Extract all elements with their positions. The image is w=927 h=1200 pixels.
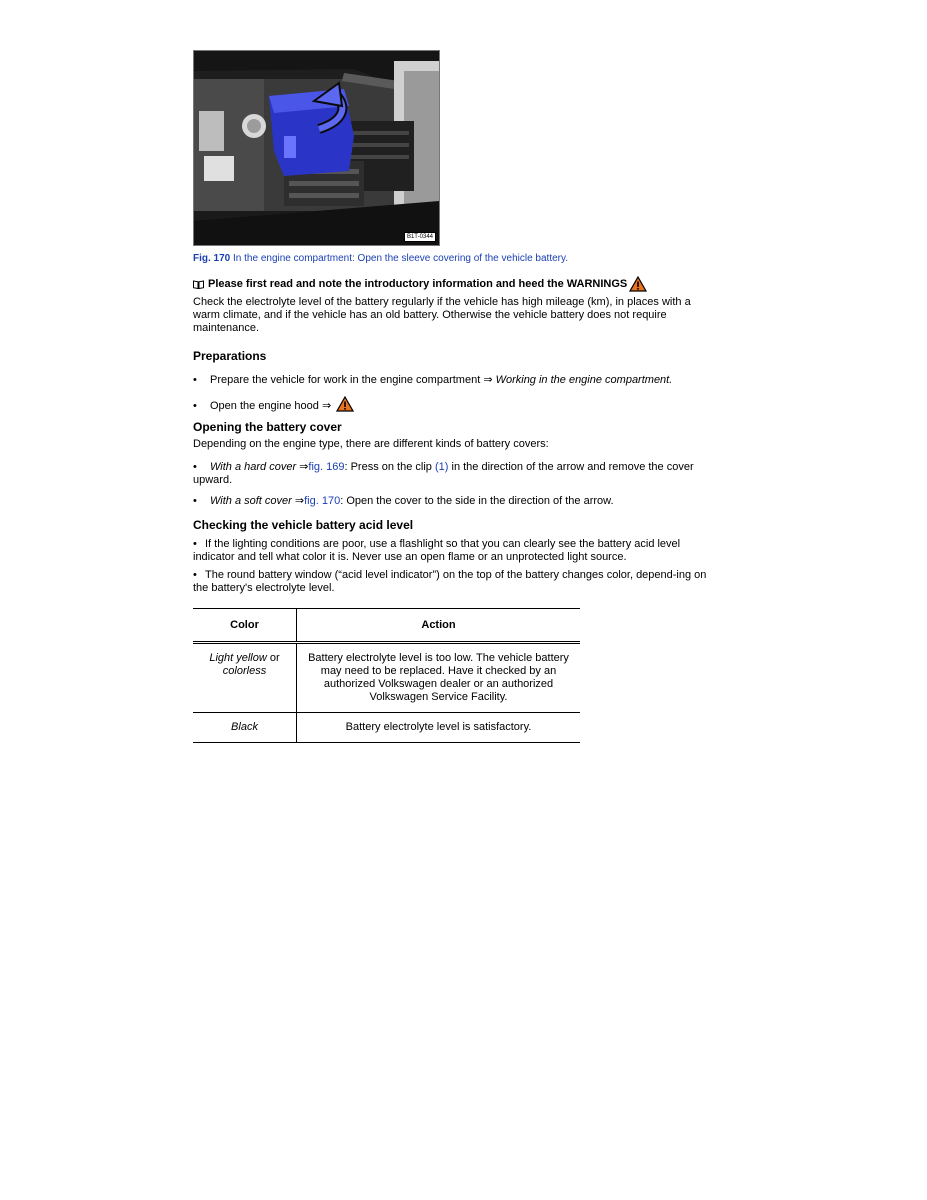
table-cell-action: Battery electrolyte level is satisfactory. [297, 713, 581, 743]
list-item-text: Prepare the vehicle for work in the engine compartment [210, 374, 484, 386]
column-header-color: Color [193, 609, 297, 643]
list-item: • Open the engine hood ⇒ [193, 396, 713, 413]
battery-cover-heading: Opening the battery cover [193, 420, 342, 434]
list-item-text: in the direction of the arrow and remove the cover upward. [193, 461, 694, 486]
figure-caption-text: In the engine compartment: Open the sleeve covering of the vehicle battery. [230, 253, 569, 264]
table-row [193, 643, 580, 713]
warning-triangle-icon[interactable] [336, 396, 354, 412]
list-item-text: : Open the cover to the side in the direction of the arrow. [340, 495, 614, 507]
table-cell-action: Battery electrolyte level is too low. The vehicle battery may need to be replaced. Have it checked by an authorized Volkswagen dealer or an authorized Volkswagen Service Facility. [297, 643, 581, 713]
arrow-ref: ⇒ [483, 374, 493, 386]
figure-number: Fig. 170 [193, 253, 231, 264]
preparations-heading: Preparations [193, 349, 267, 363]
intro-notice-text: Please first read and note the introductory information and heed the WARNINGS [208, 278, 628, 290]
list-item-text: : Press on the clip [344, 461, 435, 473]
list-item-text: Open the engine hood [210, 400, 322, 412]
list-item: • Prepare the vehicle for work in the engine compartment ⇒ Working in the engine compartment. [193, 374, 673, 386]
section-reference[interactable]: Working in the engine compartment. [492, 374, 673, 386]
fig-169-link[interactable]: fig. 169 [308, 461, 345, 473]
engine-compartment-illustration [194, 51, 439, 245]
list-item: • The round battery window (“acid level indicator”) on the top of the battery changes color, depend-ing on the battery's electrolyte level. [193, 569, 707, 594]
list-item-text: If the lighting conditions are poor, use a flashlight so that you can clearly see the battery acid level indicator and tell what color it is. Never use an open flame or an unprotected light source. [193, 538, 681, 563]
figure-caption [193, 252, 713, 266]
list-item: • With a soft cover ⇒fig. 170: Open the cover to the side in the direction of the arrow. [193, 495, 614, 507]
battery-figure [193, 50, 440, 246]
arrow-ref: ⇒ [296, 461, 309, 473]
acid-level-heading: Checking the vehicle battery acid level [193, 518, 414, 532]
intro-notice [193, 276, 713, 292]
battery-maintenance-paragraph: Check the electrolyte level of the battery regularly if the vehicle has high mileage (km), in places with a warm climate, and if the vehicle has an old battery. Otherwise the vehicle battery does not require maintenance. [193, 296, 691, 334]
list-item-lead: With a hard cover [210, 461, 297, 473]
book-icon [193, 280, 204, 289]
figure-id-label: B1T-0344 [404, 232, 436, 242]
arrow-ref: ⇒ [321, 400, 332, 412]
battery-cover-intro: Depending on the engine type, there are different kinds of battery covers: [193, 438, 549, 450]
list-item: • With a hard cover ⇒fig. 169: Press on the clip (1) in the direction of the arrow and remove the cover upward. [193, 461, 694, 486]
manual-page [193, 50, 713, 743]
table-row [193, 713, 580, 743]
list-item-text: The round battery window (“acid level indicator”) on the top of the battery changes color, depend-ing on the battery's electrolyte level. [193, 569, 707, 594]
clip-callout[interactable]: (1) [434, 461, 449, 473]
list-item: • If the lighting conditions are poor, use a flashlight so that you can clearly see the battery acid level indicator and tell what color it is. Never use an open flame or an unprotected light source. [193, 538, 681, 563]
list-item-lead: With a soft cover [210, 495, 292, 507]
arrow-ref: ⇒ [291, 495, 305, 507]
warning-triangle-icon [629, 276, 647, 292]
fig-170-link[interactable]: fig. 170 [304, 495, 341, 507]
table-cell-color: Light yellow or colorless [193, 643, 297, 713]
table-cell-color: Black [193, 713, 297, 743]
acid-level-table [193, 608, 580, 743]
column-header-action: Action [297, 609, 581, 643]
table-header-row [193, 609, 580, 643]
